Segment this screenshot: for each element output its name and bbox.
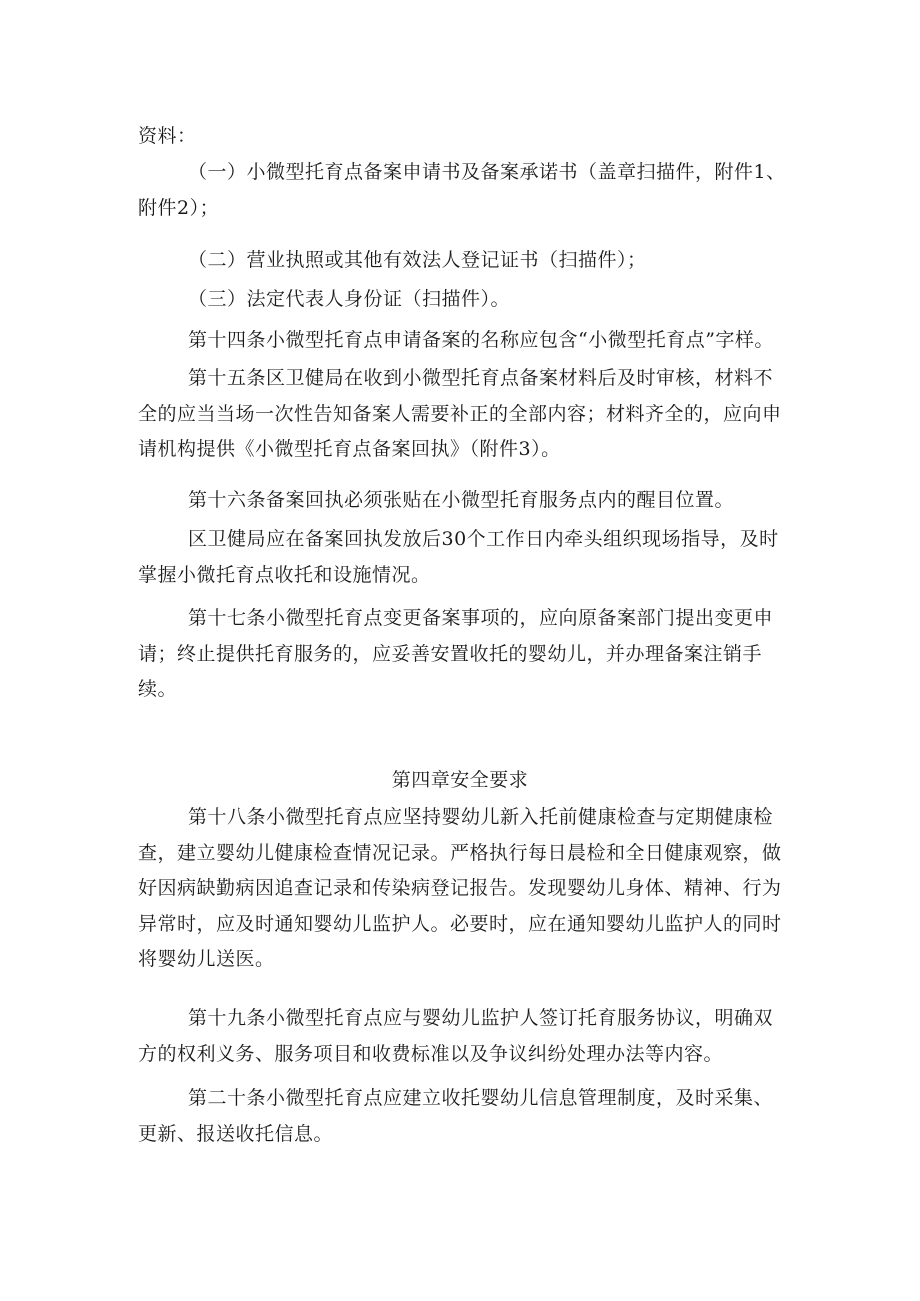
article-15: 第十五条区卫健局在收到小微型托育点备案材料后及时审核，材料不全的应当当场一次性告知备案人需要补正的全部内容；材料齐全的，应向申请机构提供《小微型托育点备案回执》（附件3）。 [138,367,782,460]
list-item-1: （一）小微型托育点备案申请书及备案承诺书（盖章扫描件，附件1、附件2）； [138,161,786,219]
article-18: 第十八条小微型托育点应坚持婴幼儿新入托前健康检查与定期健康检查，建立婴幼儿健康检查情况记录。严格执行每日晨检和全日健康观察，做好因病缺勤病因追查记录和传染病登记报告。发现婴幼儿身体、精神、行为异常时，应及时通知婴幼儿监护人。必要时，应在通知婴幼儿监护人的同时将婴幼儿送医。 [138,806,782,970]
article-16: 第十六条备案回执必须张贴在小微型托育服务点内的醒目位置。 [188,489,735,511]
carry-over-text: 资料： [138,125,197,147]
list-item-2: （二）营业执照或其他有效法人登记证书（扫描件）； [188,249,647,271]
list-item-3: （三）法定代表人身份证（扫描件）。 [188,288,511,310]
article-20: 第二十条小微型托育点应建立收托婴幼儿信息管理制度，及时采集、更新、报送收托信息。 [138,1087,774,1145]
article-17: 第十七条小微型托育点变更备案事项的，应向原备案部门提出变更申请；终止提供托育服务的，应妥善安置收托的婴幼儿，并办理备案注销手续。 [138,607,774,700]
article-19: 第十九条小微型托育点应与婴幼儿监护人签订托育服务协议，明确双方的权利义务、服务项目和收费标准以及争议纠纷处理办法等内容。 [138,1007,774,1065]
chapter-title: 第四章安全要求 [391,769,529,791]
article-16-paragraph-2: 区卫健局应在备案回执发放后30个工作日内牵头组织现场指导，及时掌握小微托育点收托和设施情况。 [138,528,779,586]
article-14: 第十四条小微型托育点申请备案的名称应包含“小微型托育点”字样。 [188,329,774,351]
